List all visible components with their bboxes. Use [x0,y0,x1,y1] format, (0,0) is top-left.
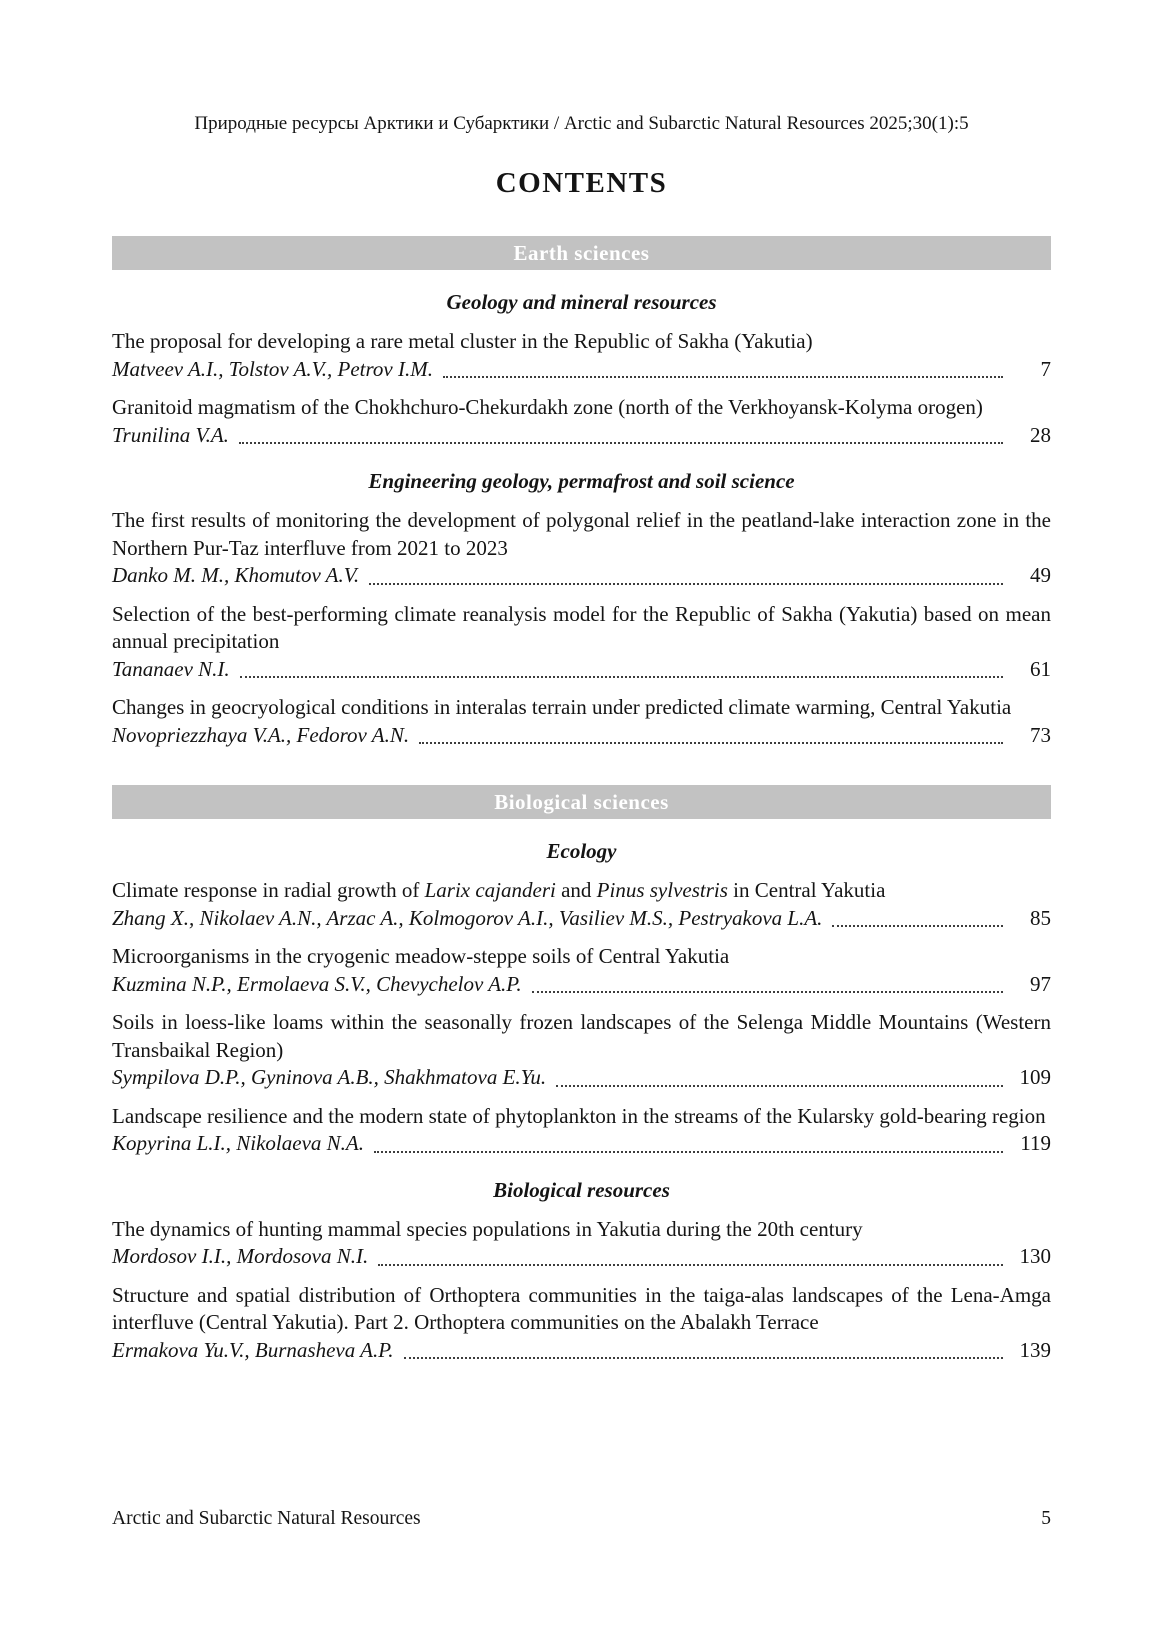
page-number: 85 [1030,905,1051,930]
article-authors: Mordosov I.I., Mordosova N.I. [112,1244,369,1268]
title-text: and [555,878,597,902]
subsection-heading: Ecology [546,839,617,863]
dot-leader [419,742,1003,744]
article-title: The first results of monitoring the development of polygonal relief in the peatland-lake interaction zone in the Northern Pur-Taz interfluve from 2021 to 2023 [112,508,1051,560]
section-banner: Earth sciences [112,236,1051,270]
entry-authors-row [112,1064,1051,1092]
dot-leader [378,1264,1003,1266]
footer-journal-name: Arctic and Subarctic Natural Resources [112,1508,421,1529]
page-number: 130 [1019,1244,1051,1268]
entry-authors-row [112,422,1051,450]
dot-leader [239,442,1003,444]
dot-leader [832,925,1003,927]
title-text: in Central Yakutia [727,878,886,902]
page-number: 28 [1030,422,1051,447]
toc-entry [112,601,1051,684]
entry-authors-row [112,1243,1051,1271]
species-name: Larix cajanderi [424,878,556,902]
section-earth-sciences [112,236,1051,749]
toc-entry [112,1282,1051,1365]
page-footer [112,1506,1051,1531]
toc-entry [112,877,1051,932]
section-biological-sciences [112,785,1051,1364]
toc-entry [112,394,1051,449]
entry-authors-row [112,905,1051,933]
article-authors: Ermakova Yu.V., Burnasheva A.P. [112,1337,394,1362]
subsection-geology [112,290,1051,449]
dot-leader [369,583,1003,585]
entry-authors-row [112,356,1051,384]
toc-page [112,112,1051,1375]
page-number: 109 [1019,1065,1051,1089]
article-title: Structure and spatial distribution of Orthoptera communities in the taiga-alas landscapes of the Lena-Amga interfluve (Central Yakutia). Part 2. Orthoptera communities on the Abalakh Terrace [112,1282,1051,1334]
dot-leader [532,991,1003,993]
title-text: Climate response in radial growth of [112,878,425,902]
page-number: 7 [1040,356,1051,381]
subsection-ecology [112,839,1051,1158]
entry-authors-row [112,1130,1051,1158]
article-title: The proposal for developing a rare metal cluster in the Republic of Sakha (Yakutia) [112,329,813,353]
section-banner: Biological sciences [112,785,1051,819]
article-authors: Novopriezzhaya V.A., Fedorov A.N. [112,722,410,747]
subsection-heading: Engineering geology, permafrost and soil science [368,469,795,493]
article-authors: Sympilova D.P., Gyninova A.B., Shakhmatova E.Yu. [112,1065,547,1089]
article-authors: Matveev A.I., Tolstov A.V., Petrov I.M. [112,356,433,381]
article-title: Changes in geocryological conditions in interalas terrain under predicted climate warming, Central Yakutia [112,695,1012,719]
journal-header: Природные ресурсы Арктики и Субарктики / Arctic and Subarctic Natural Resources 2025;30(1):5 [194,113,969,134]
page-number: 119 [1020,1131,1051,1155]
toc-entry [112,1103,1051,1158]
article-authors: Trunilina V.A. [112,422,229,447]
article-authors: Tananaev N.I. [112,656,230,681]
article-title: Granitoid magmatism of the Chokhchuro-Chekurdakh zone (north of the Verkhoyansk-Kolyma orogen) [112,395,983,419]
entry-authors-row [112,722,1051,750]
article-authors: Zhang X., Nikolaev A.N., Arzac A., Kolmogorov A.I., Vasiliev M.S., Pestryakova L.A. [112,905,823,930]
subsection-biological-resources [112,1178,1051,1365]
page-number: 49 [1030,563,1051,587]
article-authors: Danko M. M., Khomutov A.V. [112,563,360,587]
subsection-heading: Biological resources [493,1177,670,1202]
dot-leader [556,1085,1003,1087]
dot-leader [443,376,1003,378]
dot-leader [240,676,1003,678]
article-title: Microorganisms in the cryogenic meadow-steppe soils of Central Yakutia [112,944,730,968]
dot-leader [404,1357,1003,1359]
footer-page-number: 5 [1041,1508,1051,1529]
article-title: The dynamics of hunting mammal species populations in Yakutia during the 20th century [112,1216,863,1241]
subsection-engineering-geology [112,469,1051,749]
toc-entry [112,943,1051,998]
article-title: Soils in loess-like loams within the seasonally frozen landscapes of the Selenga Middle Mountains (Western Transbaikal Region) [112,1010,1051,1062]
toc-entry [112,1216,1051,1271]
page-number: 139 [1019,1337,1051,1362]
dot-leader [374,1151,1003,1153]
article-title [112,877,1051,905]
article-title: Landscape resilience and the modern state of phytoplankton in the streams of the Kularsky gold-bearing region [112,1103,1046,1128]
species-name: Pinus sylvestris [596,878,728,902]
toc-entry [112,507,1051,590]
article-title: Selection of the best-performing climate reanalysis model for the Republic of Sakha (Yakutia) based on mean annual precipitation [112,601,1051,653]
subsection-heading: Geology and mineral resources [446,290,717,314]
page-title: CONTENTS [495,167,668,199]
entry-authors-row [112,656,1051,684]
page-number: 73 [1030,722,1051,747]
toc-entry [112,694,1051,749]
article-authors: Kuzmina N.P., Ermolaeva S.V., Chevychelov A.P. [112,971,522,996]
page-number: 61 [1030,656,1051,681]
entry-authors-row [112,1337,1051,1365]
entry-authors-row [112,562,1051,590]
page-number: 97 [1030,971,1051,996]
toc-entry [112,328,1051,383]
toc-entry [112,1009,1051,1092]
article-authors: Kopyrina L.I., Nikolaeva N.A. [112,1131,364,1155]
entry-authors-row [112,971,1051,999]
